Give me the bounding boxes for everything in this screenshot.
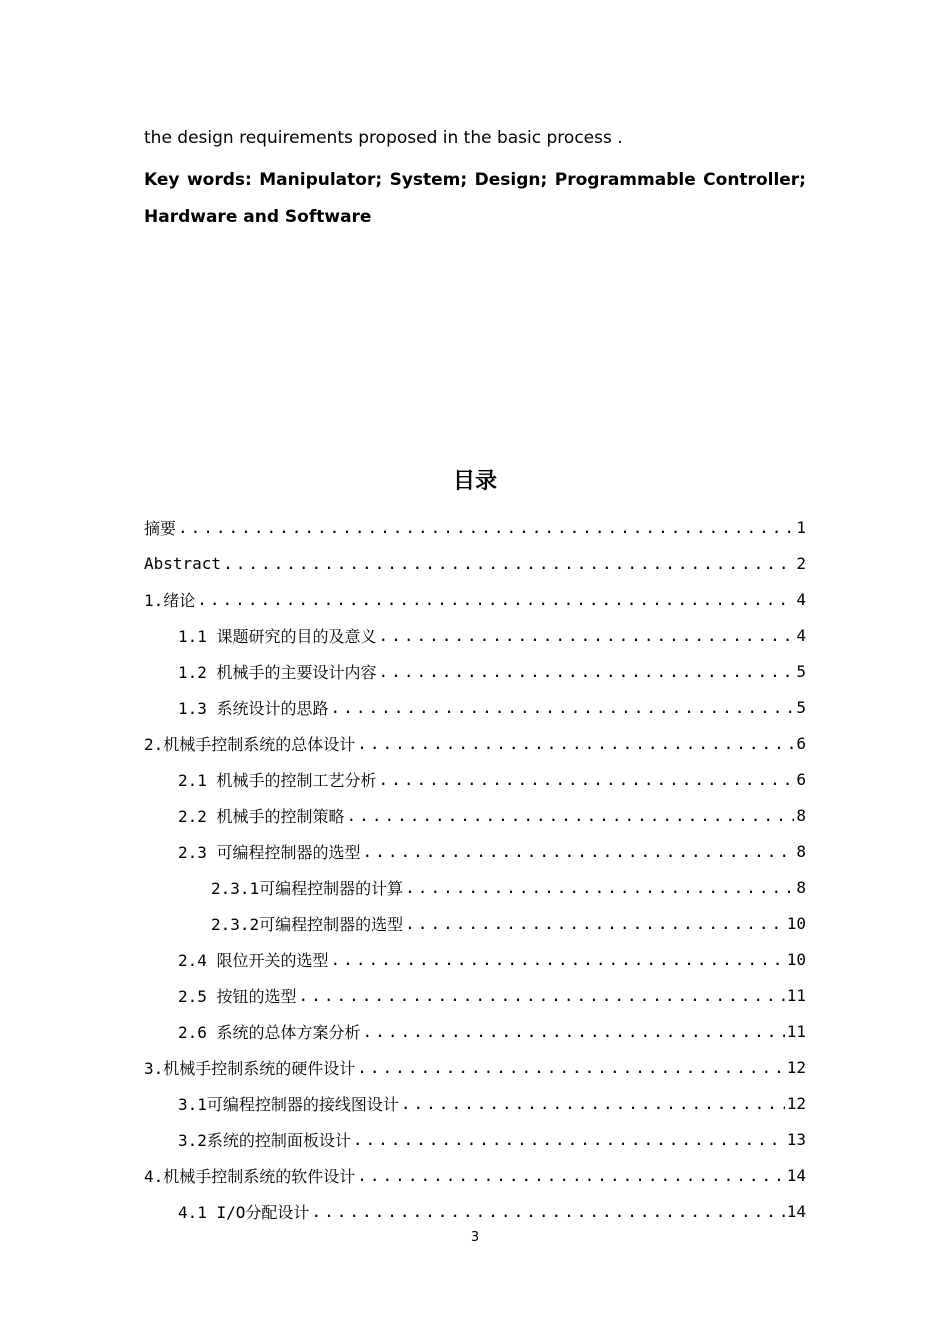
toc-entry[interactable]	[144, 977, 806, 1013]
toc-entry-page: 6	[796, 733, 806, 753]
toc-entry[interactable]	[144, 581, 806, 617]
toc-entry[interactable]	[144, 689, 806, 725]
toc-entry-page: 5	[796, 661, 806, 681]
toc-dot-leader	[347, 806, 795, 825]
toc-entry[interactable]	[144, 1121, 806, 1157]
toc-entry-label: 4.1 I/O分配设计	[178, 1202, 310, 1222]
toc-dot-leader	[357, 734, 794, 753]
toc-entry-label: 3.2系统的控制面板设计	[178, 1130, 351, 1150]
toc-entry[interactable]	[144, 1013, 806, 1049]
toc-entry-label: 4.机械手控制系统的软件设计	[144, 1166, 356, 1186]
toc-entry-label: 2.3.1可编程控制器的计算	[211, 878, 404, 898]
toc-entry-page: 13	[786, 1129, 806, 1149]
toc-entry[interactable]	[144, 905, 806, 941]
toc-dot-leader	[311, 1202, 784, 1221]
toc-entry-label: 2.6 系统的总体方案分析	[178, 1022, 361, 1042]
toc-entry-label: 2.3 可编程控制器的选型	[178, 842, 361, 862]
toc-entry-label: 2.2 机械手的控制策略	[178, 806, 345, 826]
toc-entry-label: 3.1可编程控制器的接线图设计	[178, 1094, 399, 1114]
toc-dot-leader	[405, 914, 785, 933]
toc-entry-page: 5	[796, 697, 806, 717]
toc-entry-page: 1	[796, 517, 806, 537]
toc-entry[interactable]	[144, 941, 806, 977]
toc-dot-leader	[401, 1094, 785, 1113]
toc-entry-page: 10	[786, 913, 806, 933]
toc-title: 目录	[452, 469, 497, 494]
toc-entry-label: 1.2 机械手的主要设计内容	[178, 662, 377, 682]
toc-entry[interactable]	[144, 761, 806, 797]
toc-entry-page: 10	[786, 949, 806, 969]
toc-entry-label: 1.3 系统设计的思路	[178, 698, 329, 718]
toc-entry-label: 1.绪论	[144, 590, 196, 610]
abstract-text: the design requirements proposed in the basic process .	[144, 128, 623, 148]
toc-entry-page: 14	[786, 1165, 806, 1185]
toc-dot-leader	[331, 950, 785, 969]
toc-entry-page: 11	[786, 1021, 806, 1041]
toc-entry-label: 2.机械手控制系统的总体设计	[144, 734, 356, 754]
toc-entry-page: 11	[786, 985, 806, 1005]
toc-entry-page: 14	[786, 1201, 806, 1221]
toc-dot-leader	[379, 626, 795, 645]
toc-dot-leader	[379, 662, 795, 681]
toc-dot-leader	[357, 1058, 784, 1077]
toc-dot-leader	[405, 878, 794, 897]
toc-entry-page: 8	[796, 841, 806, 861]
toc-entry[interactable]	[144, 797, 806, 833]
toc-entry[interactable]	[144, 509, 806, 545]
toc-dot-leader	[331, 698, 795, 717]
toc-entry[interactable]	[144, 833, 806, 869]
toc-entry-label: 2.3.2可编程控制器的选型	[211, 914, 404, 934]
toc-dot-leader	[353, 1130, 785, 1149]
toc-entry[interactable]	[144, 725, 806, 761]
toc-entry[interactable]	[144, 653, 806, 689]
toc-entry-label: 2.4 限位开关的选型	[178, 950, 329, 970]
toc-dot-leader	[363, 842, 795, 861]
toc-entry-page: 4	[796, 625, 806, 645]
toc-entry[interactable]	[144, 545, 806, 581]
toc-entry-page: 2	[796, 553, 806, 573]
page-number: 3	[470, 1230, 480, 1245]
table-of-contents	[144, 509, 806, 1229]
keywords: Key words: Manipulator; System; Design; Programmable Controller; Hardware and Software	[144, 170, 806, 227]
toc-entry[interactable]	[144, 1049, 806, 1085]
toc-entry-label: 3.机械手控制系统的硬件设计	[144, 1058, 356, 1078]
toc-entry-label: 摘要	[144, 518, 177, 538]
toc-dot-leader	[223, 554, 794, 573]
toc-entry[interactable]	[144, 1157, 806, 1193]
toc-entry-label: 2.5 按钮的选型	[178, 986, 297, 1006]
toc-dot-leader	[299, 986, 785, 1005]
toc-entry-label: 1.1 课题研究的目的及意义	[178, 626, 377, 646]
toc-entry-page: 8	[796, 877, 806, 897]
toc-entry-page: 12	[786, 1093, 806, 1113]
toc-entry-label: Abstract	[144, 553, 222, 573]
toc-entry[interactable]	[144, 1085, 806, 1121]
toc-entry[interactable]	[144, 617, 806, 653]
toc-entry-page: 6	[796, 769, 806, 789]
toc-dot-leader	[197, 590, 794, 609]
toc-dot-leader	[357, 1166, 784, 1185]
toc-entry-page: 4	[796, 589, 806, 609]
toc-dot-leader	[178, 518, 794, 537]
toc-dot-leader	[363, 1022, 785, 1041]
toc-dot-leader	[379, 770, 795, 789]
toc-entry[interactable]	[144, 869, 806, 905]
toc-entry-label: 2.1 机械手的控制工艺分析	[178, 770, 377, 790]
toc-entry-page: 8	[796, 805, 806, 825]
toc-entry[interactable]	[144, 1193, 806, 1229]
toc-entry-page: 12	[786, 1057, 806, 1077]
